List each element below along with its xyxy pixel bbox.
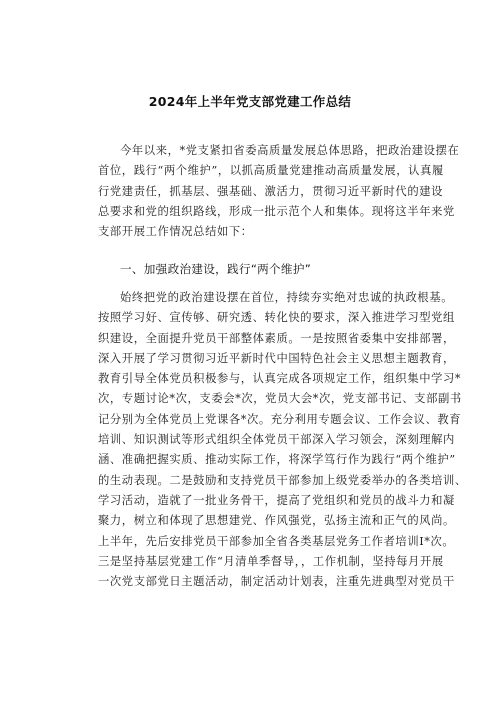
paragraph-line: 上半年，先后安排党员干部参加全省各类基层党务工作者培训I*次。 bbox=[98, 534, 455, 548]
paragraph-line: 总要求和党的组织路线，形成一批示范个人和集体。现将这半年来党 bbox=[98, 204, 455, 218]
paragraph-line: 次，专题讨论*次，支委会*次，党员大会*次，党支部书记、支部副书 bbox=[98, 392, 462, 406]
paragraph-line: 学习活动，造就了一批业务骨干，提高了党组织和党员的战斗力和凝 bbox=[98, 493, 455, 507]
intro-paragraph bbox=[98, 141, 460, 242]
paragraph-line: 首位，践行“两个维护”，以抓高质量党建推动高质量发展，认真履 bbox=[98, 164, 444, 178]
paragraph-line: 一次党支部党日主题活动，制定活动计划表，注重先进典型对党员干 bbox=[98, 575, 455, 589]
paragraph-line: 今年以来，*党支紧扣省委高质量发展总体思路，把政治建设摆在 bbox=[120, 144, 460, 157]
document-title: 2024年上半年党支部党建工作总结 bbox=[148, 94, 352, 109]
section-heading: 一、加强政治建设，践行“两个维护” bbox=[120, 262, 312, 276]
paragraph-line: 聚力，树立和体现了思想建党、作风强党，弘扬主流和正气的风尚。 bbox=[98, 514, 455, 528]
paragraph-line: 涵、准确把握实质、推动实际工作，将深学笃行作为践行“两个维护” bbox=[98, 453, 456, 467]
paragraph-line: 深入开展了学习贯彻习近平新时代中国特色社会主义思想主题教育， bbox=[98, 351, 455, 365]
paragraph-line: 始终把党的政治建设摆在首位，持续夯实绝对忠诚的执政根基。 bbox=[120, 291, 454, 304]
paragraph-line: 教育引导全体党员积极参与，认真完成各项规定工作，组织集中学习* bbox=[98, 372, 462, 386]
paragraph-line: 织建设，全面提升党员干部整体素质。一是按照省委集中安排部署， bbox=[98, 331, 455, 345]
section-body-paragraph bbox=[98, 288, 467, 592]
paragraph-line: 支部开展工作情况总结如下： bbox=[98, 225, 253, 239]
paragraph-line: 行党建责任，抓基层、强基础、激活力，贯彻习近平新时代的建设 bbox=[98, 184, 444, 198]
paragraph-line: 三是坚持基层党建工作“月清单季督导，，工作机制，坚持每月开展 bbox=[98, 554, 444, 568]
paragraph-line: 按照学习好、宣传够、研究透、转化快的要求，深入推进学习型党组 bbox=[98, 311, 455, 325]
paragraph-line: 记分别为全体党员上党课各*次。充分利用专题会议、工作会议、教育 bbox=[98, 412, 462, 426]
paragraph-line: 的生动表现。二是鼓励和支持党员干部参加上级党委举办的各类培训、 bbox=[98, 473, 467, 487]
paragraph-line: 培训、知识测试等形式组织全体党员干部深入学习领会，深刻理解内 bbox=[98, 433, 455, 447]
